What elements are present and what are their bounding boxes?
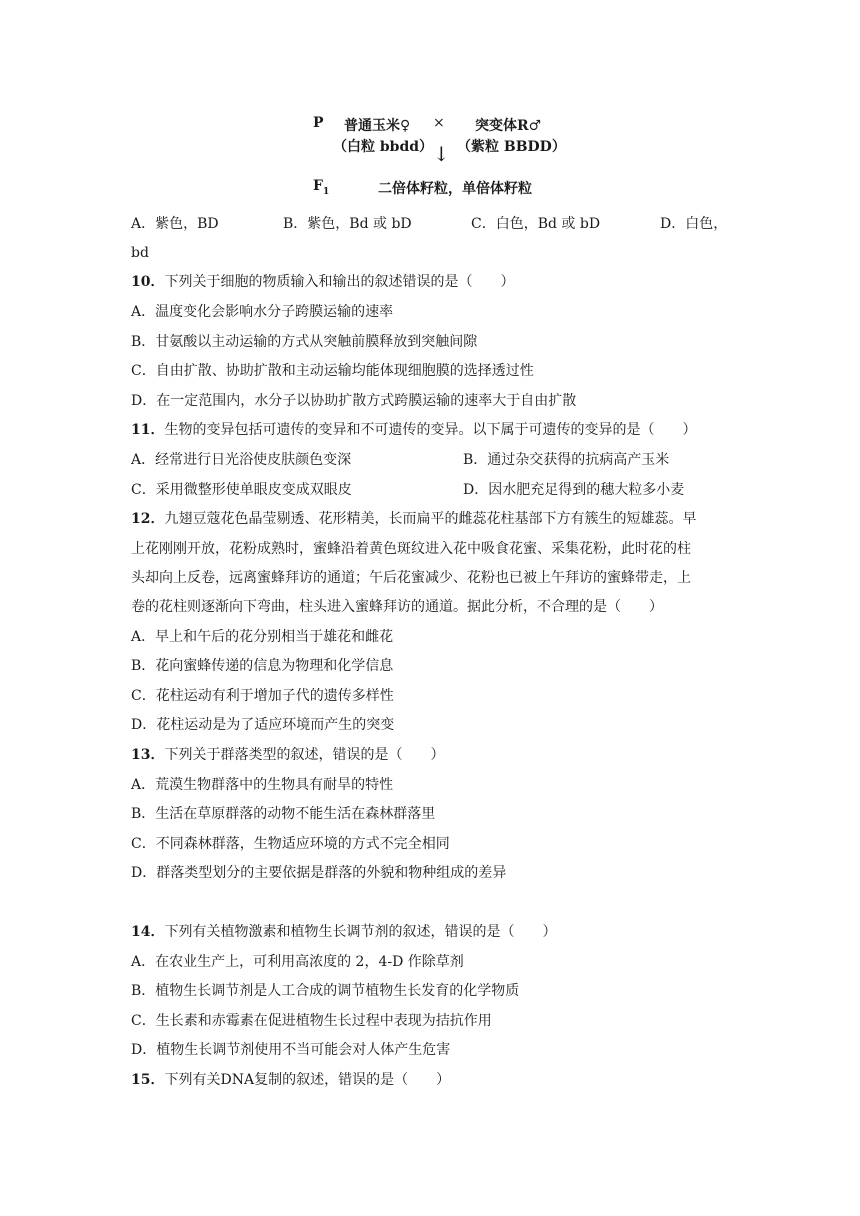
f1-result: 二倍体籽粒，单倍体籽粒 (378, 181, 532, 197)
q12-stem-line2: 上花刚刚开放，花粉成熟时，蜜蜂沿着黄色斑纹进入花中吸食花蜜、采集花粉，此时花的柱 (131, 541, 691, 557)
q13-stem: 13．下列关于群落类型的叙述，错误的是（ ） (131, 747, 445, 763)
q10-option-b: B．甘氨酸以主动运输的方式从突触前膜释放到突触间隙 (131, 334, 478, 350)
q14-option-a: A．在农业生产上，可利用高浓度的 2，4-D 作除草剂 (131, 954, 464, 970)
q15-stem: 15．下列有关DNA复制的叙述，错误的是（ ） (131, 1072, 451, 1088)
q13-option-c: C．不同森林群落，生物适应环境的方式不完全相同 (131, 836, 450, 852)
q9-option-a: A．紫色，BD (131, 216, 219, 232)
q13-option-d: D．群落类型划分的主要依据是群落的外貌和物种组成的差异 (131, 865, 507, 881)
q12-stem-line4: 卷的花柱则逐渐向下弯曲，柱头进入蜜蜂拜访的通道。据此分析，不合理的是（ ） (131, 599, 663, 615)
q9-option-b: B．紫色，Bd 或 bD (283, 216, 412, 232)
q11-option-a: A．经常进行日光浴使皮肤颜色变深 (131, 452, 352, 468)
q11-option-d: D．因水肥充足得到的穗大粒多小麦 (463, 482, 685, 498)
q11-stem: 11．生物的变异包括可遗传的变异和不可遗传的变异。以下属于可遗传的变异的是（ ） (131, 422, 697, 438)
male-genotype: （紫粒 BBDD） (457, 139, 566, 155)
q11-option-c: C．采用微整形使单眼皮变成双眼皮 (131, 482, 352, 498)
female-parent: 普通玉米♀ (344, 118, 411, 134)
cross-symbol: × (433, 115, 445, 131)
q14-option-c: C．生长素和赤霉素在促进植物生长过程中表现为拮抗作用 (131, 1013, 492, 1029)
q9-option-d-continued: bd (131, 245, 149, 261)
q14-option-b: B．植物生长调节剂是人工合成的调节植物生长发育的化学物质 (131, 983, 520, 999)
f1-label: $F_1$ (313, 178, 330, 197)
q10-stem: 10．下列关于细胞的物质输入和输出的叙述错误的是（ ） (131, 274, 515, 290)
q10-option-d: D．在一定范围内，水分子以协助扩散方式跨膜运输的速率大于自由扩散 (131, 393, 577, 409)
cross-diagram (300, 110, 580, 200)
q12-stem-line3: 头却向上反卷，远离蜜蜂拜访的通道；午后花蜜减少、花粉也已被上午拜访的蜜蜂带走，上 (131, 570, 691, 586)
q14-stem: 14．下列有关植物激素和植物生长调节剂的叙述，错误的是（ ） (131, 924, 557, 940)
q12-option-c: C．花柱运动有利于增加子代的遗传多样性 (131, 688, 394, 704)
q13-option-b: B．生活在草原群落的动物不能生活在森林群落里 (131, 806, 436, 822)
q11-option-b: B．通过杂交获得的抗病高产玉米 (463, 452, 670, 468)
q12-option-a: A．早上和午后的花分别相当于雄花和雌花 (131, 629, 394, 645)
q10-option-c: C．自由扩散、协助扩散和主动运输均能体现细胞膜的选择透过性 (131, 363, 534, 379)
male-parent: 突变体R♂ (475, 118, 542, 134)
q13-option-a: A．荒漠生物群落中的生物具有耐旱的特性 (131, 777, 394, 793)
p-label: P (313, 115, 324, 131)
down-arrow-icon: ↓ (433, 142, 450, 166)
q12-option-d: D．花柱运动是为了适应环境而产生的突变 (131, 717, 395, 733)
q10-option-a: A．温度变化会影响水分子跨膜运输的速率 (131, 304, 394, 320)
q9-option-c: C．白色，Bd 或 bD (471, 216, 601, 232)
q9-option-d: D．白色， (660, 216, 728, 232)
female-genotype: （白粒 bbdd） (333, 139, 434, 155)
q12-stem-line1: 12．九翅豆蔻花色晶莹剔透、花形精美，长而扁平的雌蕊花柱基部下方有簇生的短雄蕊。早 (131, 511, 697, 527)
q12-option-b: B．花向蜜蜂传递的信息为物理和化学信息 (131, 658, 394, 674)
q14-option-d: D．植物生长调节剂使用不当可能会对人体产生危害 (131, 1042, 451, 1058)
